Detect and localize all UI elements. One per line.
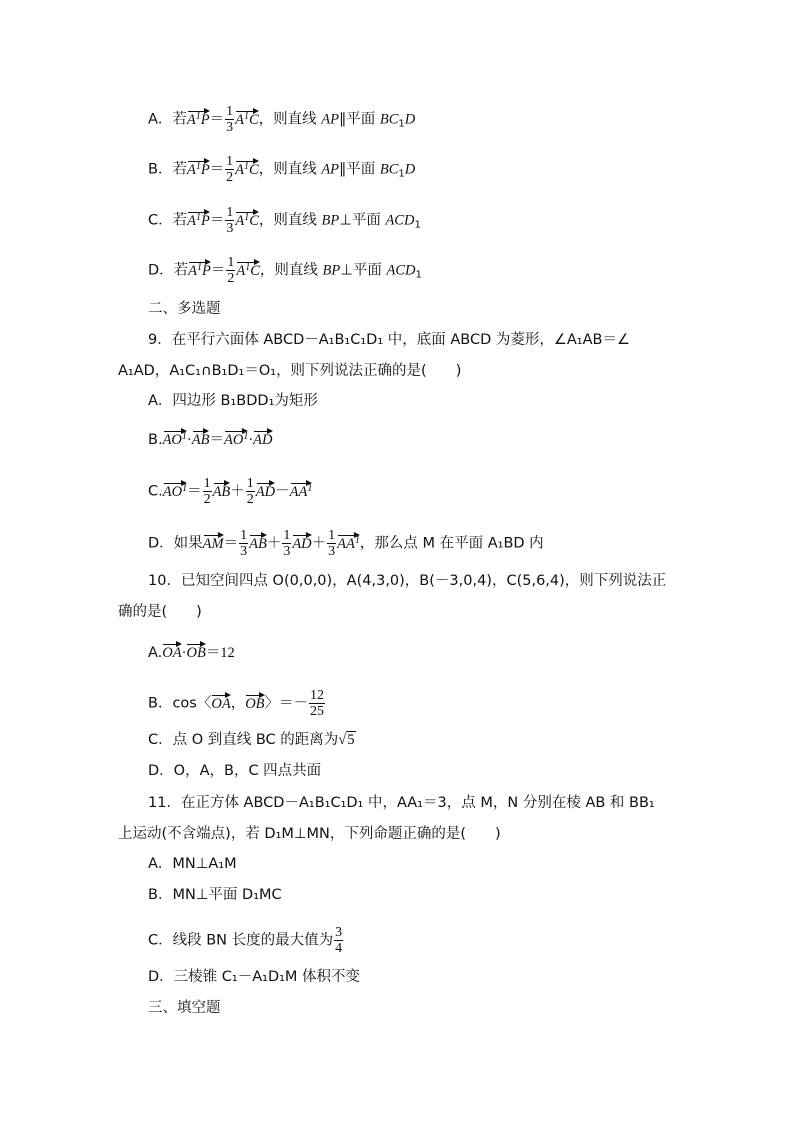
vector-am: AM	[203, 529, 224, 551]
vector-ad: AD	[292, 529, 311, 551]
q11-stem-line2: 上运动(不含端点)，若 D₁M⊥MN，下列命题正确的是( )	[118, 826, 501, 842]
q10-stem-line1: 10．已知空间四点 O(0,0,0)，A(4,3,0)，B(－3,0,4)，C(5,6,4)，则下列说法正	[148, 573, 667, 589]
vector-aa1: $AA^1$	[337, 529, 360, 551]
q11-option-a: A．MN⊥A₁M	[148, 856, 237, 872]
vector-a1c: $A^1C$	[236, 256, 260, 278]
q9-option-d: D．如果AM＝ $\frac{1}{3}$ AB＋ $\frac{1}{3}$ AD＋ $\frac{1}{3}$ $AA^1$，那么点 M 在平面 A₁BD 内	[148, 528, 544, 559]
q9-stem-line2: A₁AD，A₁C₁∩B₁D₁＝O₁，则下列说法正确的是( )	[118, 363, 462, 379]
vector-a1p: $A^1P$	[188, 256, 211, 278]
vector-ad: AD	[256, 477, 275, 499]
vector-a1c: $A^1C$	[235, 105, 259, 127]
q9-option-a: A．四边形 B₁BDD₁为矩形	[148, 393, 318, 409]
vector-oa: OA	[211, 689, 230, 711]
q11-option-d: D．三棱锥 C₁－A₁D₁M 体积不变	[148, 969, 361, 985]
radicand: 5	[347, 732, 355, 748]
q8-option-a: A．若$A^1P=$ $\frac{1}{3}$ $A^1C$，则直线 AP∥平面 $BC_1D$	[148, 104, 416, 135]
vector-a1c: $A^1C$	[235, 206, 259, 228]
vector-ao1: $AO^1$	[224, 425, 248, 447]
q11-stem-line1: 11．在正方体 ABCD－A₁B₁C₁D₁ 中，AA₁＝3，点 M，N 分别在棱 AB 和 BB₁	[148, 795, 655, 811]
vector-ob: OB	[186, 638, 205, 660]
vector-ao1: $AO^1$	[163, 477, 187, 499]
vector-ob: OB	[245, 689, 264, 711]
q8-option-b: B．若$A^1P=$ $\frac{1}{2}$ $A^1C$，则直线 AP∥平面 $BC_1D$	[148, 154, 416, 185]
vector-aa1: $AA^1$	[290, 477, 313, 499]
q10-option-c: C．点 O 到直线 BC 的距离为√5	[148, 732, 355, 748]
section-heading-multi-choice: 二、多选题	[148, 301, 221, 317]
vector-ab: AB	[192, 425, 210, 447]
vector-ab: AB	[249, 529, 267, 551]
q9-stem-line1: 9．在平行六面体 ABCD－A₁B₁C₁D₁ 中，底面 ABCD 为菱形，∠A₁AB＝∠	[148, 332, 630, 348]
q10-stem-line2: 确的是( )	[118, 604, 202, 620]
vector-ad: AD	[253, 425, 272, 447]
q10-option-a: A.OA·OB＝12	[148, 638, 235, 660]
q8-option-c: C．若$A^1P=$ $\frac{1}{3}$ $A^1C$，则直线 BP⊥平面 $ACD_1$	[148, 205, 421, 236]
vector-a1p: $A^1P$	[187, 105, 210, 127]
vector-a1p: $A^1P$	[187, 155, 210, 177]
q9-option-b: $B.AO^1\cdot AB=AO^1\cdot AD$	[148, 425, 273, 447]
vector-ao1: $AO^1$	[163, 425, 187, 447]
vector-a1c: $A^1C$	[235, 155, 259, 177]
section-heading-fill-in: 三、填空题	[148, 1000, 221, 1016]
vector-a1p: $A^1P$	[187, 206, 210, 228]
q10-option-d: D．O，A，B，C 四点共面	[148, 763, 322, 779]
vector-ab: AB	[213, 477, 231, 499]
q11-option-b: B．MN⊥平面 D₁MC	[148, 887, 282, 903]
q10-option-b: B．cos〈OA，OB〉＝－ $\frac{12}{25}$	[148, 688, 325, 719]
q9-option-c: $C.AO^1=$ $\frac{1}{2}$ AB＋ $\frac{1}{2}$ $AD-AA^1$	[148, 476, 313, 507]
vector-oa: OA	[162, 638, 181, 660]
q11-option-c: C．线段 BN 长度的最大值为 $\frac{3}{4}$	[148, 925, 343, 956]
q8-option-d: D．若$A^1P=$ $\frac{1}{2}$ $A^1C$，则直线 BP⊥平面 $ACD_1$	[148, 255, 422, 286]
